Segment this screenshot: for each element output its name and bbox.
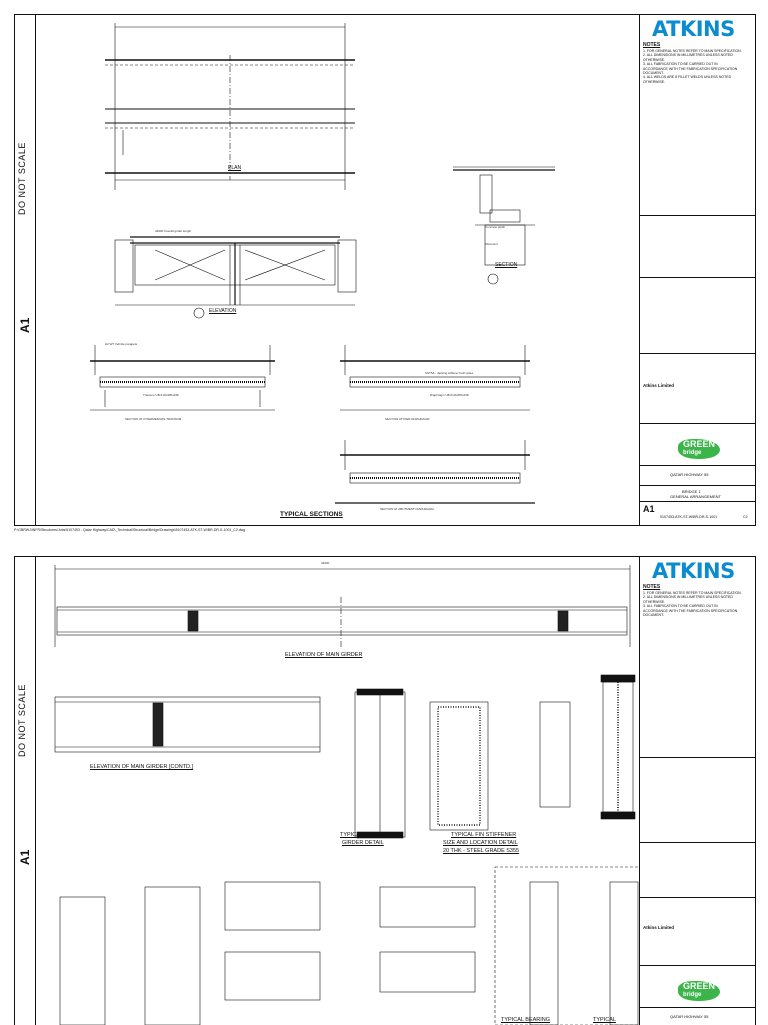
- transom-label: Transom UB 610x305x238: [143, 393, 179, 397]
- divider: [640, 485, 755, 486]
- fin-stiffener-title: TYPICAL FIN STIFFENER: [451, 832, 517, 838]
- general-arrangement-drawing: [35, 15, 640, 525]
- abutment-label: Abutment: [485, 242, 498, 246]
- typical-main-title: TYPICAL MAIN: [340, 832, 378, 838]
- divider: [640, 965, 755, 966]
- do-not-scale-label: DO NOT SCALE: [17, 142, 27, 215]
- drawing-number: 5107453-ATK-ST-W/BR-DR-S-1001: [660, 515, 718, 519]
- divider: [640, 423, 755, 424]
- typical-sections-title: TYPICAL SECTIONS: [280, 511, 343, 518]
- notes-heading: NOTES: [643, 584, 661, 590]
- typical-title: TYPICAL: [593, 1017, 616, 1023]
- section-pier-diaphragm: SECTION AT PIER DIAPHRAGM: [385, 417, 430, 421]
- drawing-sheet-main-girder: [14, 556, 756, 1025]
- notes-list: [643, 591, 743, 617]
- overall-girder-length: 44000 Overall girder length: [155, 229, 192, 233]
- do-not-scale-label: DO NOT SCALE: [17, 684, 27, 757]
- sheet-left-strip: [15, 15, 36, 525]
- sheet-size-label: A1: [18, 849, 32, 865]
- section-intermediate-transom: SECTION AT INTERMEDIATE TRANSOM: [125, 417, 182, 421]
- client-logo: GREEN bridge: [678, 439, 720, 459]
- file-path: P:\GBRWJ\INFR\Structures\Jobs\5107453 - Qatar Highway\CAD\_Technical\Structural\Bridge\Drawings\5107453-ATK-ST-W/BR-DR-S-1001_C2.dwg: [14, 528, 246, 532]
- plan-title: PLAN: [228, 165, 242, 171]
- sheet-left-strip: [15, 557, 36, 1025]
- note-item: 1. FOR GENERAL NOTES REFER TO MAIN SPECIFICATION.: [643, 49, 742, 53]
- company-name: Atkins Limited: [643, 925, 675, 930]
- safety-info-box: [640, 757, 755, 818]
- note-item: 3. ALL FABRICATION TO BE CARRIED OUT IN ACCORDANCE WITH THE FABRICATION SPECIFICATION DOCUMENT.: [643, 62, 738, 76]
- note-item: 3. ALL FABRICATION TO BE CARRIED OUT IN ACCORDANCE WITH THE FABRICATION SPECIFICATION DOCUMENT.: [643, 604, 738, 618]
- overall-length: 44000: [321, 561, 330, 565]
- project-name: QATAR HIGHWAY 55: [670, 1014, 709, 1019]
- note-item: 1. FOR GENERAL NOTES REFER TO MAIN SPECIFICATION.: [643, 591, 742, 595]
- revision-table: [640, 842, 755, 898]
- divider: [640, 1007, 755, 1008]
- girder-detail-title: GIRDER DETAIL: [342, 840, 384, 846]
- notes-list: [643, 49, 743, 84]
- divider: [640, 501, 755, 502]
- title-block: [639, 557, 755, 1025]
- section-title: SECTION: [495, 262, 518, 268]
- safety-info-box: [640, 215, 755, 276]
- revision: C2: [743, 515, 748, 519]
- drawing-title-line2: GENERAL ARRANGEMENT: [670, 494, 721, 499]
- sheet-size-label: A1: [18, 317, 32, 333]
- stiffener-label: SST5A - Jacking stiffener both sides: [425, 371, 474, 375]
- drawing-title-line1: BRIDGE 1: [682, 489, 701, 494]
- elevation-main-girder-title: ELEVATION OF MAIN GIRDER: [285, 652, 363, 658]
- note-item: 2. ALL DIMENSIONS IN MILLIMETRES UNLESS NOTED OTHERWISE.: [643, 53, 733, 62]
- elevation-title: ELEVATION: [209, 308, 237, 314]
- note-item: 2. ALL DIMENSIONS IN MILLIMETRES UNLESS NOTED OTHERWISE.: [643, 595, 733, 604]
- note-item: 4. ALL WELDS ARE 8 FILLET WELDS UNLESS NOTED OTHERWISE.: [643, 75, 732, 84]
- revision-table-2: [640, 897, 755, 938]
- sheet-size: A1: [643, 504, 655, 514]
- elevation-main-girder-contd-title: ELEVATION OF MAIN GIRDER [CONTD.]: [90, 764, 194, 770]
- main-girder-drawing: [35, 557, 640, 1025]
- parapet-label: H2 W7 Vehicle parapets: [105, 342, 138, 346]
- atkins-logo: ATKINS: [652, 17, 735, 41]
- fin-stiffener-grade: 20 THK - STEEL GRADE S355: [443, 848, 520, 854]
- client-logo: GREEN bridge: [678, 981, 720, 1001]
- title-block: [639, 15, 755, 525]
- fin-stiffener-subtitle: SIZE AND LOCATION DETAIL: [443, 840, 518, 846]
- project-name: QATAR HIGHWAY 55: [670, 472, 709, 477]
- diaphragm-label: Diaphragm UB 610x305x238: [430, 393, 469, 397]
- section-abutment-diaphragm: SECTION AT ABUTMENT DIAPHRAGM: [380, 507, 434, 511]
- atkins-logo: ATKINS: [652, 559, 735, 583]
- company-name: Atkins Limited: [643, 383, 675, 388]
- drawing-sheet-general-arrangement: [14, 14, 756, 526]
- concrete-plinth-label: Concrete plinth: [485, 225, 506, 229]
- revision-table: [640, 277, 755, 340]
- typical-bearing-title: TYPICAL BEARING: [501, 1017, 551, 1023]
- notes-heading: NOTES: [643, 42, 661, 48]
- divider: [640, 465, 755, 466]
